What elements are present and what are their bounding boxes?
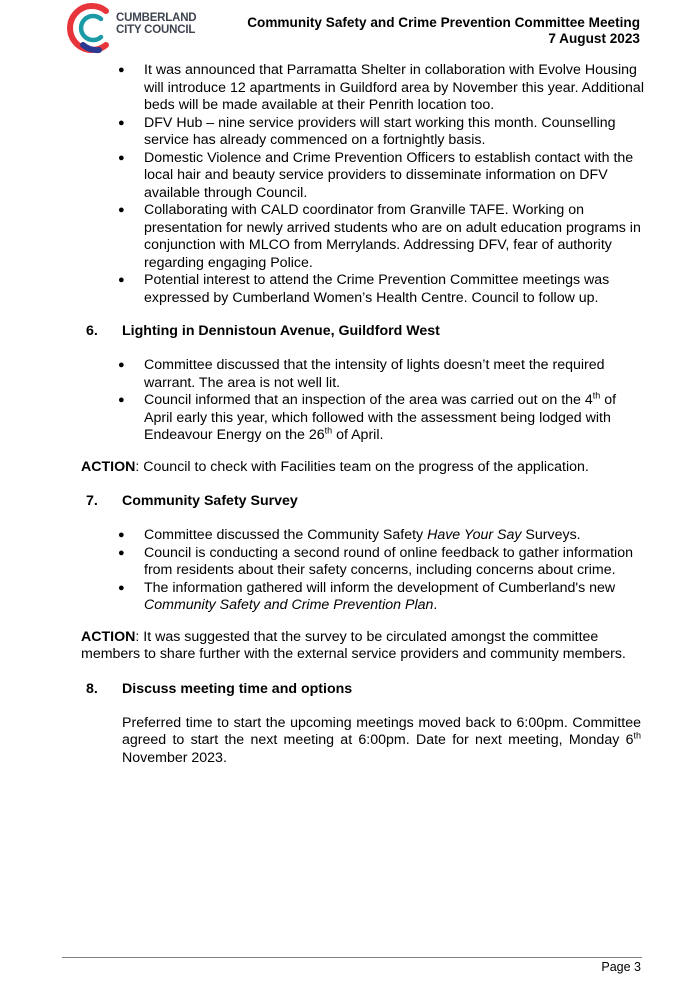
section7-action	[0, 629, 682, 664]
list-item: ● Domestic Violence and Crime Prevention Officers to establish contact with the local hair and beauty service providers to disseminate information on DFV available through Council.	[118, 149, 634, 201]
list-item: ● DFV Hub – nine service providers will start working this month. Counselling service has already commenced on a fortnightly basis.	[118, 114, 616, 148]
action-label: ACTION	[81, 628, 136, 645]
list-item: ● Collaborating with CALD coordinator from Granville TAFE. Working on presentation for newly arrived students who are on adult education programs in conjunction with MLCO from Merrylands. Addressing DFV, fear of authority regarding engaging Police.	[118, 202, 641, 271]
org-name-line1: CUMBERLAND	[116, 12, 197, 24]
list-item: ● Council informed that an inspection of the area was carried out on the 4th of April early this year, which followed with the assessment being lodged with Endeavour Energy on the 26th of April.	[118, 390, 617, 443]
list-item: ● Council is conducting a second round of online feedback to gather information from residents about their safety concerns, including concerns about crime.	[118, 544, 633, 578]
cumberland-logo	[66, 1, 197, 55]
meeting-date: 7 August 2023	[548, 31, 640, 46]
section5-bullet-list	[0, 62, 682, 307]
action-text: : Council to check with Facilities team on the progress of the application.	[135, 458, 589, 475]
section6-heading	[0, 322, 682, 340]
section-number: 6.	[86, 323, 98, 339]
meeting-title-block	[247, 15, 640, 47]
page-header	[0, 0, 682, 60]
document-body	[0, 60, 682, 767]
list-item: ● It was announced that Parramatta Shelter in collaboration with Evolve Housing will introduce 12 apartments in Guildford area by November this year. Additional beds will be made available at their Penrith location too.	[118, 62, 644, 113]
section7-heading	[0, 492, 682, 510]
section8-paragraph: Preferred time to start the upcoming meetings moved back to 6:00pm. Committee agreed to start the next meeting at 6:00pm. Date for next meeting, Monday 6th November 2023.	[122, 714, 641, 766]
list-item: ● The information gathered will inform the development of Cumberland's new Community Safety and Crime Prevention Plan.	[118, 579, 616, 613]
section8-heading	[0, 680, 682, 698]
list-item: ● Committee discussed that the intensity of lights doesn’t meet the required warrant. The area is not well lit.	[118, 357, 605, 391]
org-name-line2: CITY COUNCIL	[116, 24, 196, 36]
section-number: 7.	[86, 493, 98, 509]
org-name	[116, 12, 196, 36]
section6-action	[0, 459, 682, 477]
section-title: Community Safety Survey	[122, 493, 298, 509]
section-number: 8.	[86, 680, 98, 697]
action-text: : It was suggested that the survey to be circulated amongst the committee members to share further with the external service providers and community members.	[81, 628, 626, 662]
section6-bullet-list	[0, 357, 682, 445]
list-item: ● Committee discussed the Community Safety Have Your Say Surveys.	[118, 527, 581, 543]
list-item: ● Potential interest to attend the Crime Prevention Committee meetings was expressed by Cumberland Women’s Health Centre. Council to follow up.	[118, 272, 610, 306]
logo-mark-icon	[66, 1, 118, 55]
meeting-title: Community Safety and Crime Prevention Committee Meeting	[247, 15, 640, 30]
section-title: Lighting in Dennistoun Avenue, Guildford West	[122, 323, 440, 339]
action-label: ACTION	[81, 458, 136, 475]
section7-bullet-list	[0, 527, 682, 615]
page-number: Page 3	[601, 960, 641, 974]
section-title: Discuss meeting time and options	[122, 680, 353, 697]
footer-divider	[62, 957, 642, 958]
